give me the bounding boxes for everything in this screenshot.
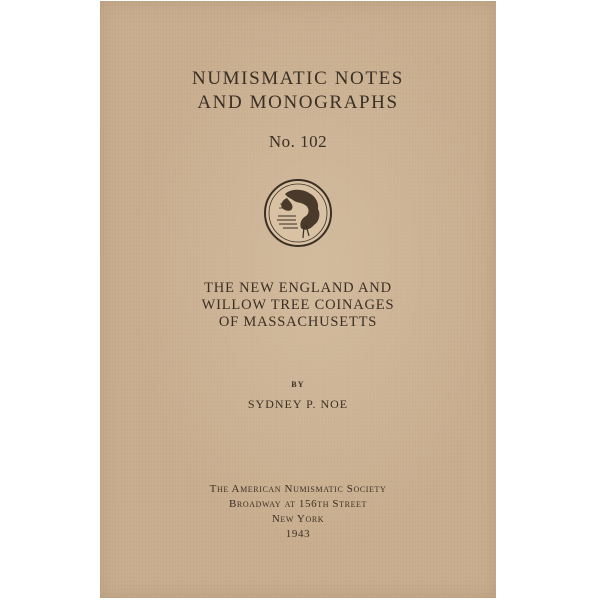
publisher-block: [100, 482, 496, 542]
series-title-line-2: AND MONOGRAPHS: [197, 92, 399, 113]
publisher-address: Broadway at 156th Street: [228, 498, 368, 510]
book-title: [100, 280, 496, 331]
author-name: SYDNEY P. NOE: [247, 397, 349, 411]
book-title-line-1: THE NEW ENGLAND AND: [204, 280, 392, 296]
series-title-line-1: NUMISMATIC NOTES: [192, 68, 404, 89]
publisher-name: The American Numismatic Society: [209, 483, 387, 495]
publication-year: 1943: [285, 528, 311, 540]
publisher-city: New York: [271, 513, 325, 525]
issue-number: No. 102: [268, 132, 328, 151]
american-numismatic-society-seal-icon: [263, 178, 333, 248]
by-label: BY: [291, 380, 305, 389]
series-title: [100, 67, 496, 115]
book-cover: [100, 1, 496, 598]
book-title-line-2: WILLOW TREE COINAGES: [201, 297, 395, 313]
book-title-line-3: OF MASSACHUSETTS: [218, 314, 378, 330]
